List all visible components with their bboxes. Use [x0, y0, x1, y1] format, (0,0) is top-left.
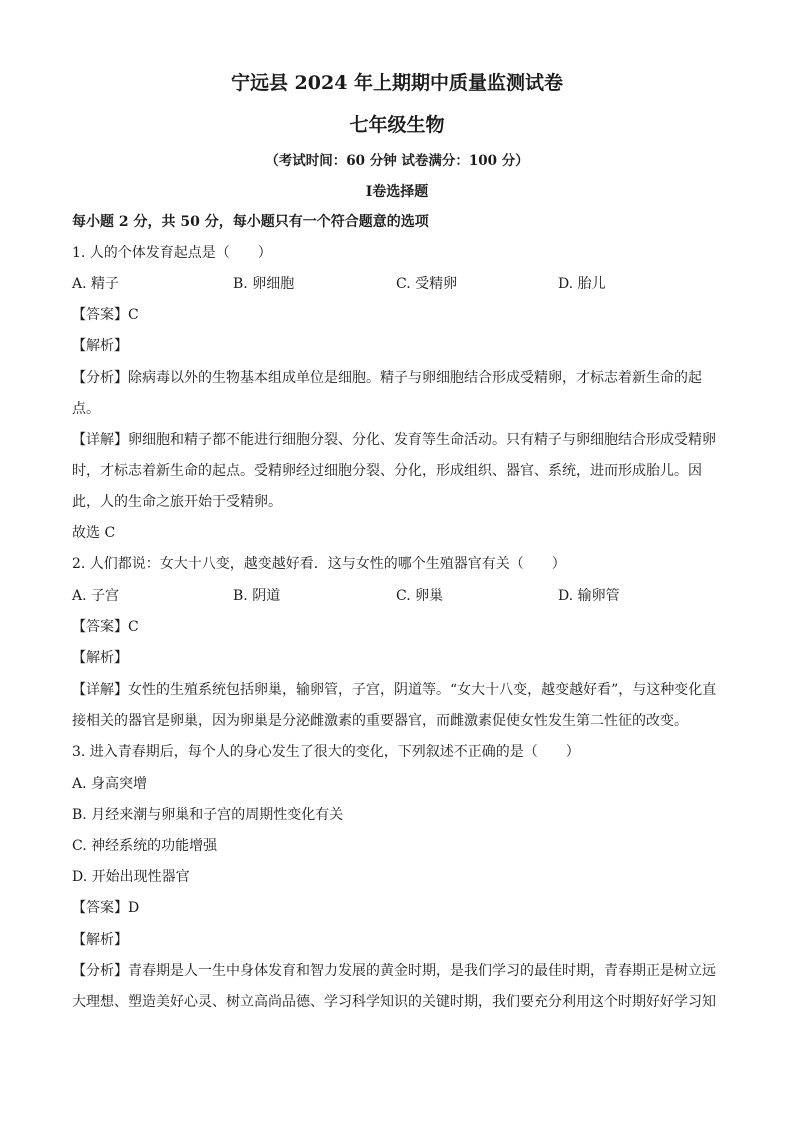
exam-info: （考试时间：60 分钟 试卷满分：100 分）: [265, 153, 529, 169]
question-3-option-c: C. 神经系统的功能增强: [72, 838, 218, 854]
question-3-analysis-label: 【解析】: [72, 932, 128, 948]
question-2-answer: 【答案】C: [72, 619, 139, 635]
subject-title: 七年级生物: [349, 114, 445, 136]
question-1-option-c: C. 受精卵: [396, 276, 458, 292]
question-1-conclusion: 故选 C: [72, 525, 116, 541]
question-2-option-b: B. 阴道: [233, 588, 281, 604]
question-1-analysis-line: 【分析】除病毒以外的生物基本组成单位是细胞。精子与卵细胞结合形成受精卵，才标志着新生命的起: [72, 370, 702, 386]
section-instruction: 每小题 2 分，共 50 分，每小题只有一个符合题意的选项: [72, 214, 429, 230]
question-3-answer: 【答案】D: [72, 900, 140, 916]
question-1-analysis-line: 【详解】卵细胞和精子都不能进行细胞分裂、分化、发育等生命活动。只有精子与卵细胞结合形成受精卵: [72, 432, 716, 448]
question-1-analysis-line: 此，人的生命之旅开始于受精卵。: [72, 494, 282, 510]
question-1-stem: 1. 人的个体发育起点是（ ）: [72, 245, 272, 261]
question-2-stem: 2. 人们都说：女大十八变，越变越好看．这与女性的哪个生殖器官有关（ ）: [72, 556, 566, 572]
question-3-option-d: D. 开始出现性器官: [72, 869, 190, 885]
question-2-analysis-label: 【解析】: [72, 650, 128, 666]
question-3-option-a: A. 身高突增: [72, 776, 148, 792]
question-2-option-c: C. 卵巢: [396, 588, 444, 604]
question-1-option-a: A. 精子: [72, 276, 120, 292]
question-1-analysis-line: 点。: [72, 401, 100, 417]
question-2-analysis-line: 接相关的器官是卵巢，因为卵巢是分泌雌激素的重要器官，而雌激素促使女性发生第二性征的改变。: [72, 713, 688, 729]
section-title: Ⅰ卷选择题: [365, 184, 429, 200]
question-3-analysis-line: 大理想、塑造美好心灵、树立高尚品德、学习科学知识的关键时期，我们要充分利用这个时期好好学习知: [72, 994, 716, 1010]
question-2-analysis-line: 【详解】女性的生殖系统包括卵巢，输卵管，子宫，阴道等。“女大十八变，越变越好看”，与这种变化直: [72, 682, 717, 698]
question-2-option-a: A. 子宫: [72, 588, 120, 604]
question-3-analysis-line: 【分析】青春期是人一生中身体发育和智力发展的黄金时期，是我们学习的最佳时期，青春期正是树立远: [72, 963, 716, 979]
question-3-stem: 3. 进入青春期后，每个人的身心发生了很大的变化，下列叙述不正确的是（ ）: [72, 744, 580, 760]
exam-title: 宁远县 2024 年上期期中质量监测试卷: [230, 72, 564, 94]
question-1-answer: 【答案】C: [72, 307, 139, 323]
question-1-option-b: B. 卵细胞: [233, 276, 295, 292]
question-3-option-b: B. 月经来潮与卵巢和子宫的周期性变化有关: [72, 807, 344, 823]
question-1-analysis-line: 时，才标志着新生命的起点。受精卵经过细胞分裂、分化，形成组织、器官、系统，进而形成胎儿。因: [72, 463, 702, 479]
question-2-option-d: D. 输卵管: [558, 588, 620, 604]
question-1-analysis-label: 【解析】: [72, 338, 128, 354]
question-1-option-d: D. 胎儿: [558, 276, 606, 292]
